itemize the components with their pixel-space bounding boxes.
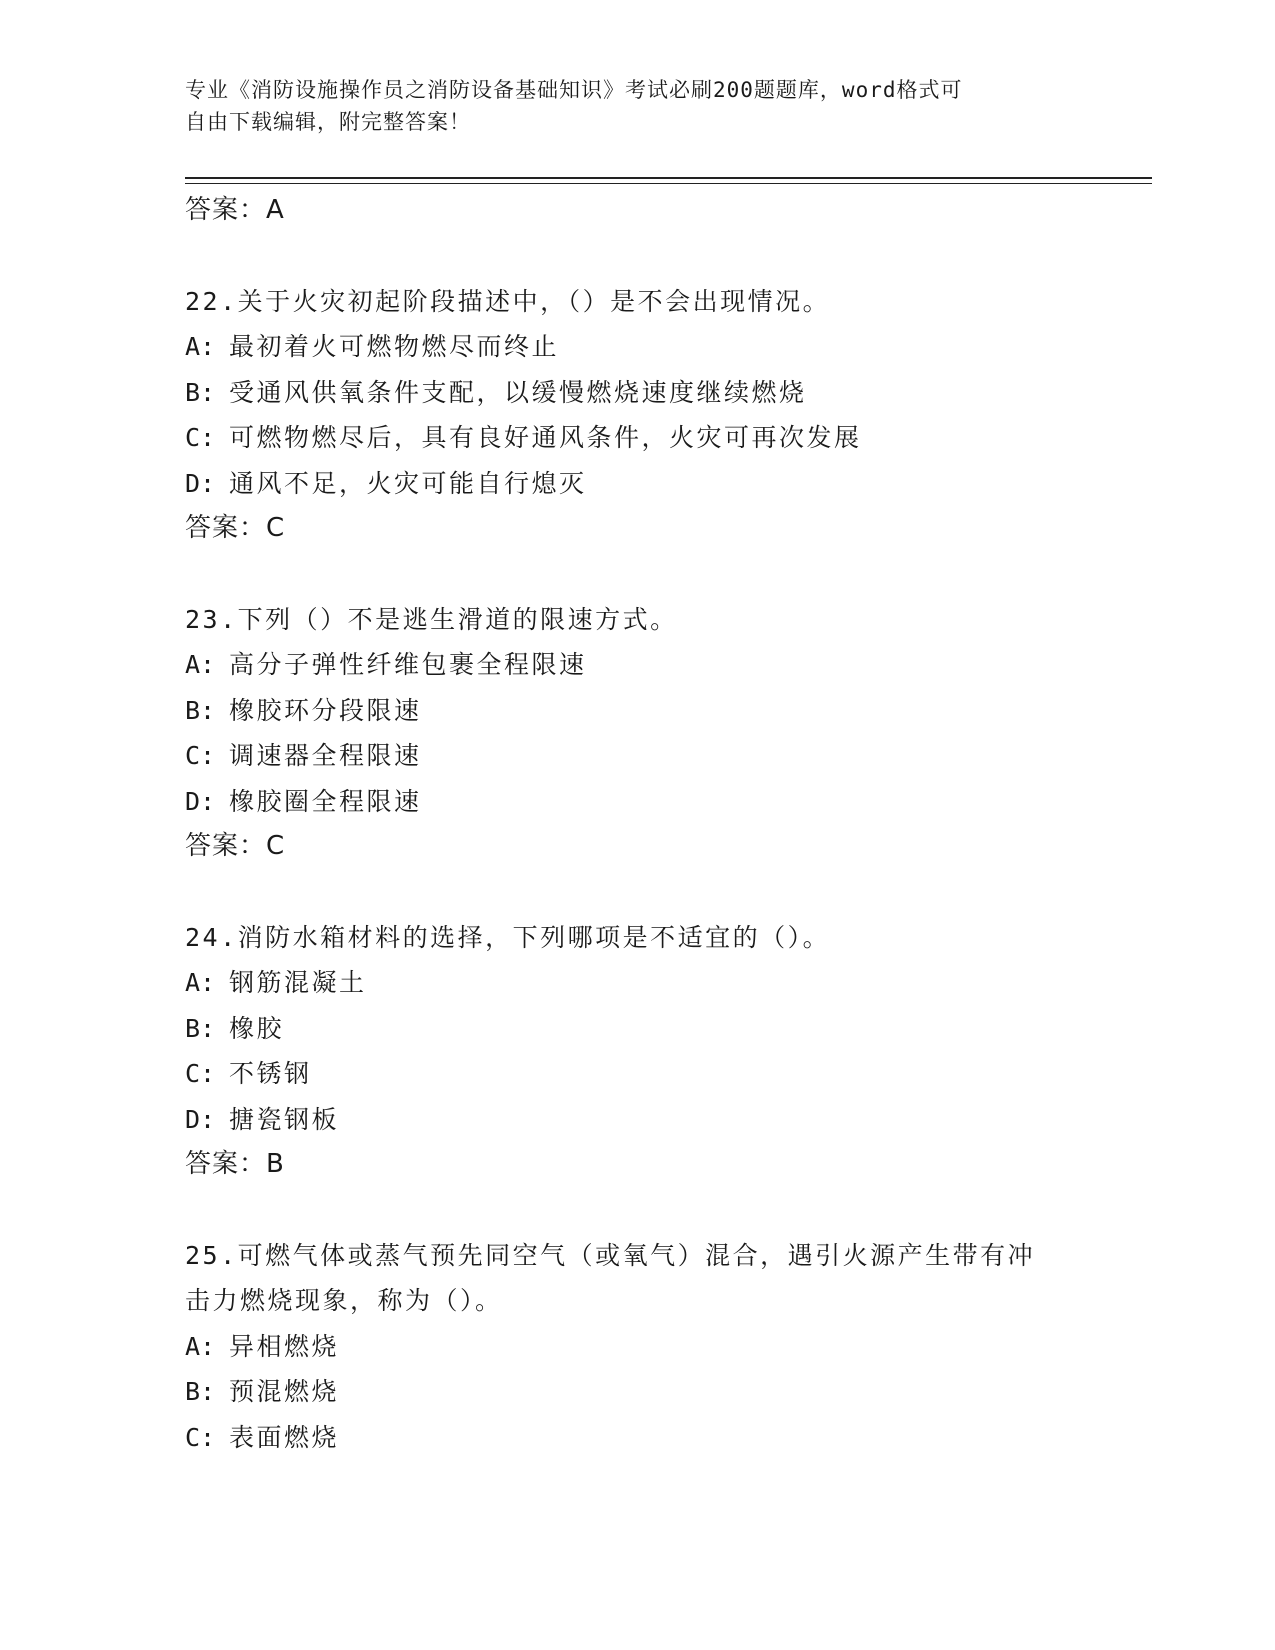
option-c: [185, 1051, 1145, 1097]
option-d: [185, 461, 1145, 507]
option-b: [185, 370, 1145, 416]
question-stem: 23.下列（）不是逃生滑道的限速方式。: [185, 604, 678, 634]
spacer: [185, 552, 1145, 597]
spacer: [185, 234, 1145, 279]
option-a: [185, 642, 1145, 688]
answer-line: 答案：C: [185, 513, 286, 543]
document-header: [185, 74, 1085, 138]
spacer: [185, 1188, 1145, 1233]
option-a: [185, 324, 1145, 370]
option-b: [185, 1006, 1145, 1052]
option-text: 橡胶圈全程限速: [229, 786, 422, 816]
option-text: 受通风供氧条件支配，以缓慢燃烧速度继续燃烧: [229, 377, 807, 407]
header-divider-thick: [185, 177, 1152, 179]
option-letter: B:: [185, 377, 216, 407]
header-divider-thin: [185, 183, 1152, 184]
option-text: 高分子弹性纤维包裹全程限速: [229, 650, 587, 679]
option-a: [185, 1324, 1145, 1370]
option-b: [185, 688, 1145, 734]
question-stem-continued: 击力燃烧现象，称为（）。: [185, 1286, 503, 1315]
question-22: [185, 279, 1145, 552]
header-line-2: 自由下载编辑，附完整答案！: [185, 110, 471, 134]
option-text: 最初着火可燃物燃尽而终止: [229, 332, 560, 361]
option-text: 预混燃烧: [229, 1377, 340, 1406]
option-d: [185, 779, 1145, 825]
option-letter: B:: [185, 1377, 216, 1406]
option-letter: B:: [185, 1013, 216, 1043]
option-letter: D:: [185, 786, 216, 816]
option-letter: A:: [185, 1331, 216, 1361]
option-letter: B:: [185, 695, 216, 725]
answer-line: 答案：B: [185, 1149, 285, 1179]
option-letter: D:: [185, 468, 216, 498]
option-letter: C:: [185, 1422, 216, 1452]
option-text: 表面燃烧: [229, 1422, 340, 1452]
option-text: 橡胶环分段限速: [229, 695, 422, 725]
option-letter: C:: [185, 1059, 216, 1088]
option-letter: A:: [185, 332, 216, 361]
answer-line: 答案：C: [185, 831, 286, 861]
option-letter: C:: [185, 741, 216, 770]
option-text: 异相燃烧: [229, 1331, 340, 1361]
option-text: 通风不足，火灾可能自行熄灭: [229, 468, 587, 498]
option-letter: D:: [185, 1104, 216, 1134]
option-text: 橡胶: [229, 1013, 285, 1043]
question-23: [185, 597, 1145, 870]
question-25: [185, 1233, 1145, 1461]
header-line-1: 专业《消防设施操作员之消防设备基础知识》考试必刷200题题库，word格式可: [185, 78, 963, 102]
option-letter: A:: [185, 968, 216, 997]
question-24: [185, 915, 1145, 1188]
option-d: [185, 1097, 1145, 1143]
question-list: [185, 188, 1145, 1460]
option-letter: C:: [185, 423, 216, 452]
question-stem: 22.关于火灾初起阶段描述中，（）是不会出现情况。: [185, 286, 831, 316]
option-c: [185, 415, 1145, 461]
spacer: [185, 870, 1145, 915]
option-b: [185, 1369, 1145, 1415]
question-stem: 24.消防水箱材料的选择，下列哪项是不适宜的（）。: [185, 922, 831, 952]
option-c: [185, 1415, 1145, 1461]
option-c: [185, 733, 1145, 779]
option-text: 可燃物燃尽后，具有良好通风条件，火灾可再次发展: [229, 423, 862, 452]
option-a: [185, 960, 1145, 1006]
option-letter: A:: [185, 650, 216, 679]
option-text: 钢筋混凝土: [229, 968, 367, 997]
option-text: 调速器全程限速: [229, 741, 422, 770]
option-text: 不锈钢: [229, 1059, 312, 1088]
question-stem: 25.可燃气体或蒸气预先同空气（或氧气）混合，遇引火源产生带有冲: [185, 1240, 1036, 1270]
answer-line: 答案：A: [185, 195, 285, 225]
option-text: 搪瓷钢板: [229, 1104, 340, 1134]
